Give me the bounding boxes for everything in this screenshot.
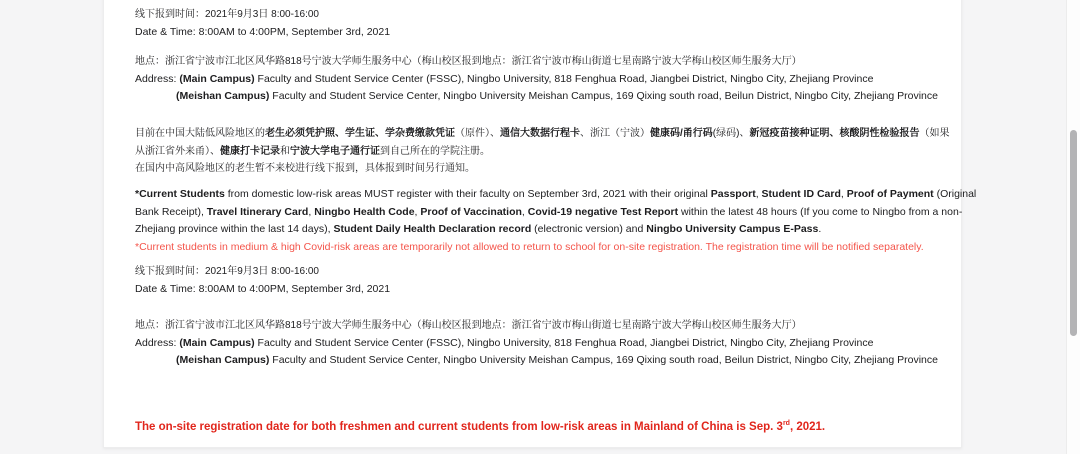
text-line — [135, 221, 976, 239]
text-line — [135, 419, 825, 435]
text-segment: 健康打卡记录 — [220, 145, 280, 157]
text-segment: Zhejiang province within the last 14 days), — [135, 223, 334, 235]
text-line — [135, 281, 390, 299]
text-line — [135, 88, 938, 106]
text-block-cn-requirements — [135, 125, 949, 178]
text-segment: (Main Campus) — [179, 72, 255, 85]
text-segment: 、浙江（宁波） — [580, 128, 650, 139]
text-segment: The on-site registration date for both freshmen and current students from low-risk areas in Mainland of China is Sep. 3 — [135, 421, 783, 433]
text-block-session2-datetime — [135, 263, 390, 298]
text-segment: Travel Itinerary Card — [206, 205, 309, 218]
text-segment: Faculty and Student Service Center, Ningbo University Meishan Campus, 169 Qixing south road, Beilun District, Ningbo City, Zhejiang Province — [269, 90, 938, 102]
text-segment: Passport — [710, 188, 756, 200]
document-content — [135, 0, 977, 447]
text-segment: Ningbo University Campus E-Pass — [646, 223, 819, 235]
text-segment: from domestic low-risk areas MUST register with their faculty on September 3rd, 2021 with their original — [224, 188, 711, 200]
text-segment: Date & Time: 8:00AM to 4:00PM, September 3rd, 2021 — [135, 282, 391, 295]
text-segment: (electronic version) and — [531, 223, 647, 235]
text-segment: Proof of Payment — [846, 188, 934, 200]
text-segment: 到自己所在的学院注册。 — [380, 145, 490, 157]
text-segment: 新冠疫苗接种证明、核酸阴性检验报告 — [749, 128, 920, 139]
text-segment: Covid-19 negative Test Report — [527, 205, 679, 218]
text-block-session1-location — [135, 53, 938, 106]
text-segment: Address: — [135, 336, 180, 349]
scrollbar-thumb[interactable] — [1070, 130, 1077, 336]
text-line — [135, 352, 938, 370]
scrollbar-track[interactable] — [1066, 0, 1080, 454]
text-segment: , — [308, 205, 315, 218]
text-segment: (Meishan Campus) — [176, 354, 270, 366]
text-segment: Proof of Vaccination — [420, 205, 522, 218]
text-segment: (Original — [933, 188, 977, 200]
text-segment: *Current Students — [135, 188, 225, 200]
text-segment: 在国内中高风险地区的老生暂不来校进行线下报到，具体报到时间另行通知。 — [135, 163, 475, 174]
text-segment: 线下报到时间：2021年9月3日 8:00-16:00 — [135, 9, 319, 20]
text-line — [135, 53, 938, 71]
text-line — [135, 143, 949, 161]
text-segment: 从浙江省外来甬）、 — [135, 145, 220, 157]
text-segment: Faculty and Student Service Center (FSSC), Ningbo University, 818 Fenghua Road, Jiangbei District, Ningbo City, Zhejiang Province — [254, 336, 874, 349]
text-segment: . — [818, 223, 822, 235]
text-segment: （如果 — [919, 128, 950, 139]
text-line — [135, 186, 976, 204]
text-segment: rd — [782, 420, 790, 428]
text-line — [135, 317, 938, 335]
text-segment: Ningbo Health Code — [314, 205, 415, 218]
text-segment: 健康码/甬行码 — [650, 128, 713, 139]
text-segment: (Main Campus) — [179, 336, 255, 349]
text-segment: *Current students in medium & high Covid-risk areas are temporarily not allowed to return to school for on-site registration. The registration time will be notified separately. — [135, 240, 924, 253]
text-segment: Address: — [135, 72, 180, 85]
text-segment: Student Daily Health Declaration record — [333, 223, 532, 235]
text-segment: (Meishan Campus) — [176, 90, 270, 102]
text-segment: , 2021. — [789, 421, 826, 433]
text-segment: Bank Receipt), — [135, 205, 207, 218]
text-segment: 地点：浙江省宁波市江北区风华路818号宁波大学师生服务中心（梅山校区报到地点：浙江省宁波市梅山街道七星南路宁波大学梅山校区师生服务大厅） — [135, 320, 802, 331]
text-line — [135, 125, 949, 143]
text-segment: Date & Time: 8:00AM to 4:00PM, September 3rd, 2021 — [135, 25, 391, 38]
text-line — [135, 204, 976, 222]
text-line — [135, 239, 976, 257]
text-segment: （原件）、 — [455, 128, 500, 139]
text-segment: Student ID Card — [761, 188, 841, 200]
text-line — [135, 71, 938, 89]
text-segment: 目前在中国大陆低风险地区的 — [135, 128, 265, 139]
text-segment: within the latest 48 hours (If you come to Ningbo from a non- — [678, 205, 963, 218]
text-segment: 地点：浙江省宁波市江北区风华路818号宁波大学师生服务中心（梅山校区报到地点：浙江省宁波市梅山街道七星南路宁波大学梅山校区师生服务大厅） — [135, 56, 802, 67]
text-segment: Faculty and Student Service Center (FSSC), Ningbo University, 818 Fenghua Road, Jiangbei District, Ningbo City, Zhejiang Province — [254, 72, 874, 85]
text-line — [135, 335, 938, 353]
text-segment: , — [755, 188, 762, 200]
text-block-session1-datetime — [135, 6, 390, 41]
text-segment: 宁波大学电子通行证 — [290, 145, 380, 157]
text-segment: 线下报到时间：2021年9月3日 8:00-16:00 — [135, 266, 319, 277]
text-segment: Faculty and Student Service Center, Ningbo University Meishan Campus, 169 Qixing south road, Beilun District, Ningbo City, Zhejiang Province — [269, 354, 938, 366]
text-segment: (绿码)、 — [712, 128, 750, 139]
text-block-red-headline — [135, 419, 825, 435]
text-line — [135, 24, 390, 42]
text-segment: , — [414, 205, 421, 218]
text-block-en-requirements — [135, 186, 976, 256]
text-segment: 老生必须凭护照、学生证、学杂费缴款凭证 — [265, 128, 455, 139]
text-line — [135, 160, 949, 178]
text-line — [135, 263, 390, 281]
text-segment: 和 — [280, 145, 290, 157]
text-block-session2-location — [135, 317, 938, 370]
text-segment: , — [840, 188, 847, 200]
text-segment: 通信大数据行程卡 — [500, 128, 580, 139]
text-segment: , — [521, 205, 528, 218]
text-line — [135, 6, 390, 24]
document-page — [103, 0, 977, 448]
